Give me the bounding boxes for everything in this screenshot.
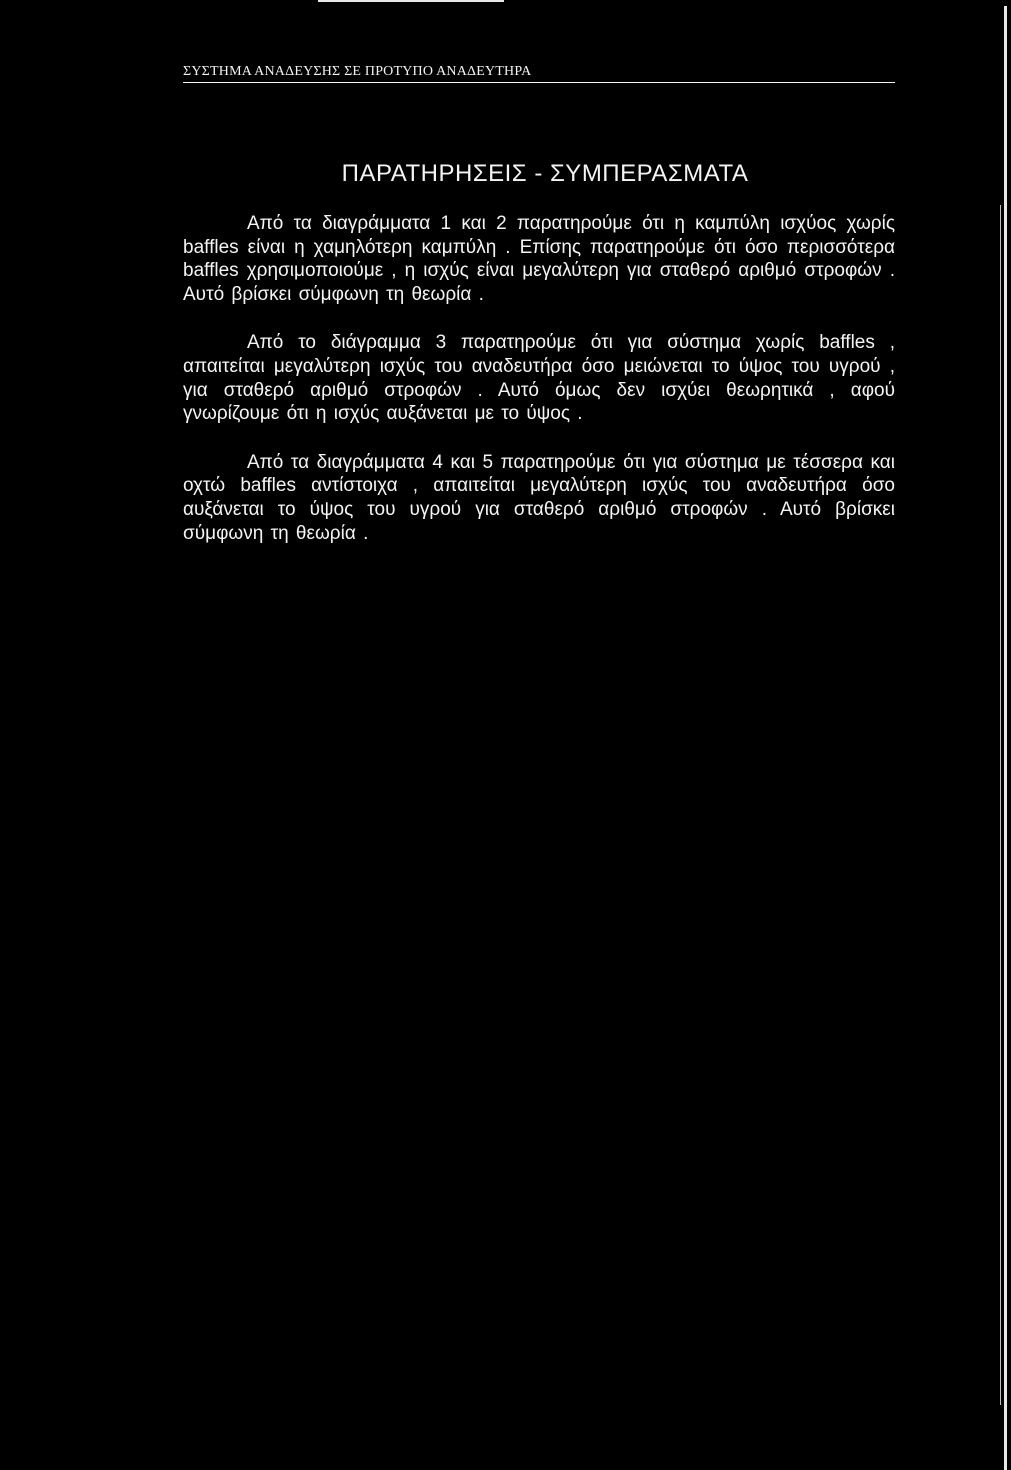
body-text: [183, 212, 895, 570]
scan-edge-bar: [1004, 6, 1007, 1470]
running-header: ΣΥΣΤΗΜΑ ΑΝΑΔΕΥΣΗΣ ΣΕ ΠΡΟΤΥΠΟ ΑΝΑΔΕΥΤΗΡΑ: [183, 64, 895, 83]
paragraph-3: Από τα διαγράμματα 4 και 5 παρατηρούμε ότι για σύστημα με τέσσερα και οχτώ baffles αντίστοιχα , απαιτείται μεγαλύτερη ισχύς του αναδευτήρα όσο αυξάνεται το ύψος του υγρού για σταθερό αριθμό στροφών . Αυτό βρίσκει σύμφωνη τη θεωρία .: [183, 451, 895, 544]
paragraph-1: Από τα διαγράμματα 1 και 2 παρατηρούμε ότι η καμπύλη ισχύος χωρίς baffles είναι η χαμηλότερη καμπύλη . Επίσης παρατηρούμε ότι όσο περισσότερα baffles χρησιμοποιούμε , η ισχύς είναι μεγαλύτερη για σταθερό αριθμό στροφών . Αυτό βρίσκει σύμφωνη τη θεωρία .: [183, 213, 895, 305]
section-title: ΠΑΡΑΤΗΡΗΣΕΙΣ - ΣΥΜΠΕΡΑΣΜΑΤΑ: [341, 160, 749, 187]
scan-top-rule: [318, 0, 504, 2]
paragraph-2: Από το διάγραμμα 3 παρατηρούμε ότι για σύστημα χωρίς baffles , απαιτείται μεγαλύτερη ισχύς του αναδευτήρα όσο μειώνεται το ύψος του υγρού , για σταθερό αριθμό στροφών . Αυτό όμως δεν ισχύει θεωρητικά , αφού γνωρίζουμε ότι η ισχύς αυξάνεται με το ύψος .: [183, 332, 895, 425]
scan-edge-line: [1000, 205, 1001, 1405]
